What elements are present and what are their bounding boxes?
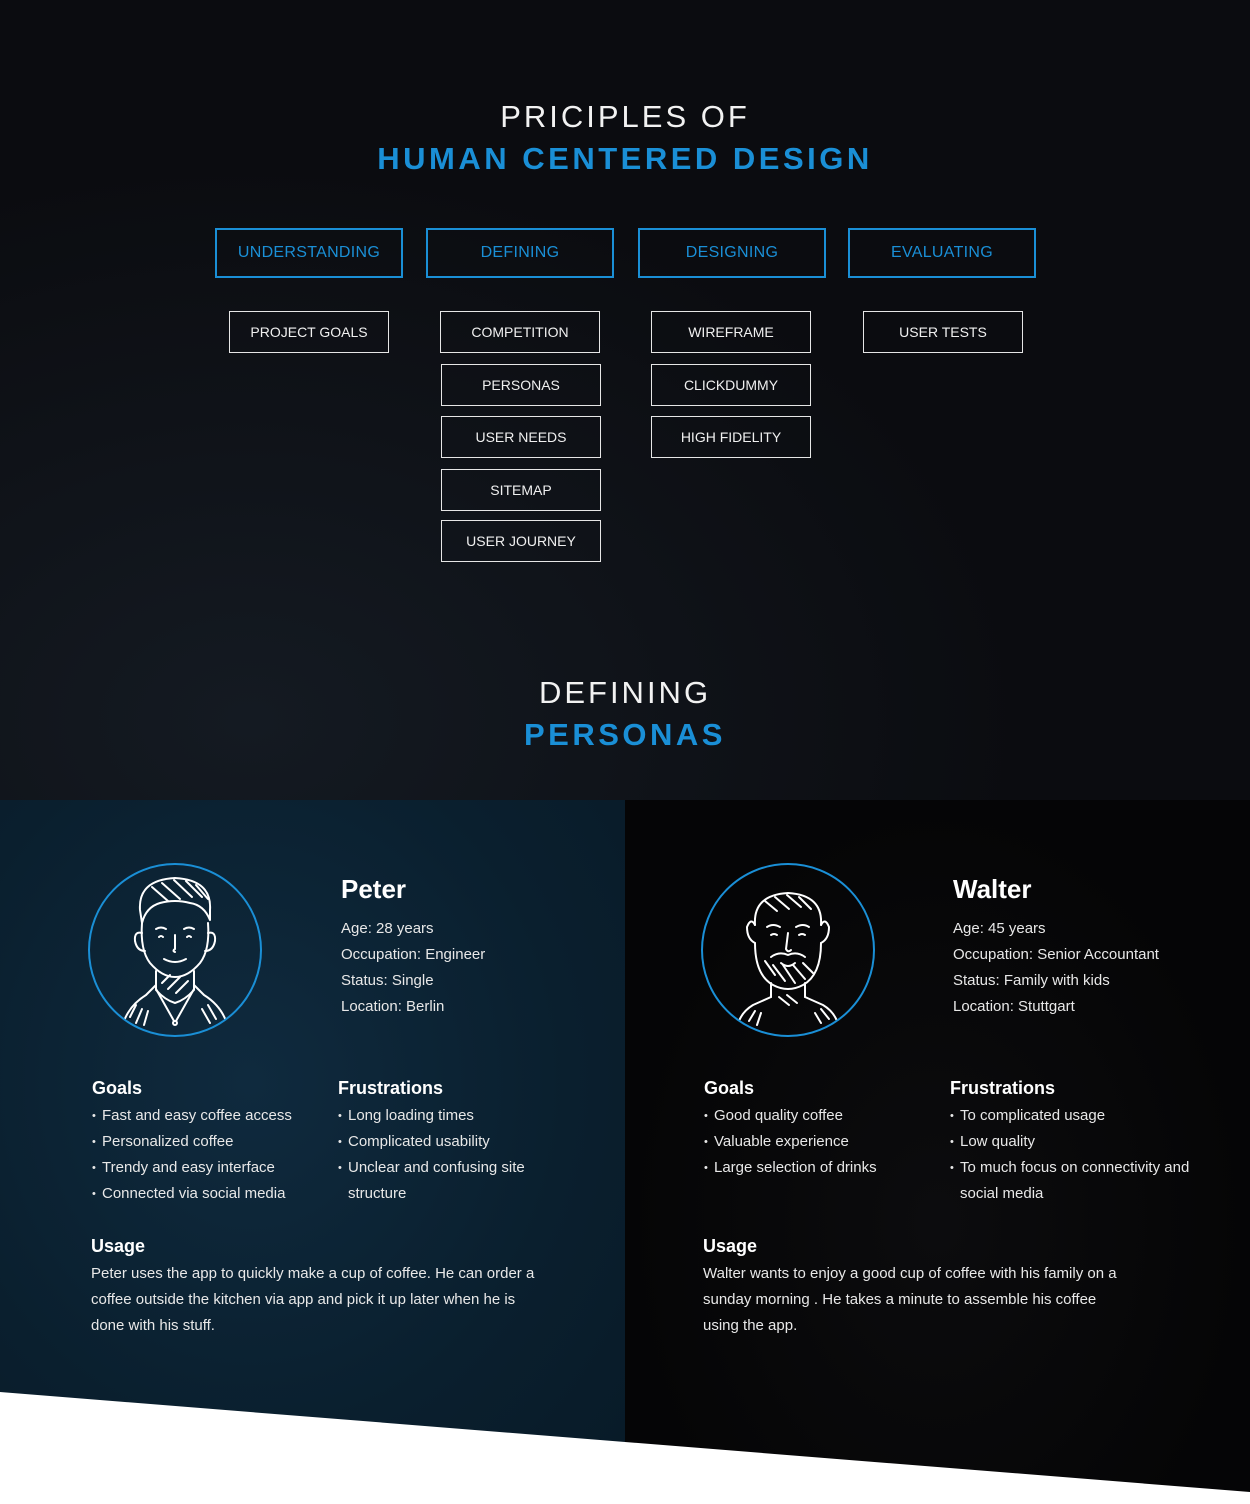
peter-frustrations-title: Frustrations: [338, 1078, 444, 1098]
list-item: • Low quality: [950, 1129, 1190, 1155]
principles-title-light: PRICIPLES OF: [500, 99, 750, 134]
walter-age: Age: 45 years: [953, 920, 1046, 937]
peter-goals-title: Goals: [92, 1078, 143, 1098]
peter-goals-list: [92, 1103, 332, 1207]
step-high-fidelity: HIGH FIDELITY: [651, 416, 811, 458]
walter-name: Walter: [953, 874, 1032, 904]
peter-name: Peter: [341, 874, 407, 904]
walter-goals-title: Goals: [704, 1078, 755, 1098]
walter-location: Location: Stuttgart: [953, 998, 1075, 1015]
list-item: • Good quality coffee: [704, 1103, 934, 1129]
step-user-needs: USER NEEDS: [441, 416, 601, 458]
list-item: • Large selection of drinks: [704, 1155, 934, 1181]
list-item: • Connected via social media: [92, 1181, 332, 1207]
walter-frustrations-list: [950, 1103, 1190, 1207]
bottom-diagonal-divider: [0, 1380, 1250, 1504]
bearded-man-avatar-icon: [703, 865, 873, 1035]
step-competition: COMPETITION: [440, 311, 600, 353]
walter-occupation: Occupation: Senior Accountant: [953, 946, 1159, 963]
principles-title-bold: HUMAN CENTERED DESIGN: [377, 141, 873, 176]
walter-info: [953, 916, 1159, 1020]
peter-frustrations-list: [338, 1103, 548, 1207]
step-personas: PERSONAS: [441, 364, 601, 406]
list-item: • Fast and easy coffee access: [92, 1103, 332, 1129]
list-item: • To complicated usage: [950, 1103, 1190, 1129]
phase-defining: DEFINING: [426, 228, 614, 278]
phase-evaluating: EVALUATING: [848, 228, 1036, 278]
personas-title-bold: PERSONAS: [524, 717, 726, 752]
walter-usage-text: Walter wants to enjoy a good cup of coffee with his family on a sunday morning . He takes a minute to assemble his coffee using the app.: [703, 1265, 1117, 1334]
man-avatar-icon: [90, 865, 260, 1035]
step-project-goals: PROJECT GOALS: [229, 311, 389, 353]
phase-understanding: UNDERSTANDING: [215, 228, 403, 278]
principles-heading: [0, 96, 1250, 180]
personas-heading: [0, 672, 1250, 756]
walter-goals-list: [704, 1103, 934, 1181]
list-item: • Personalized coffee: [92, 1129, 332, 1155]
peter-location: Location: Berlin: [341, 998, 445, 1015]
step-wireframe: WIREFRAME: [651, 311, 811, 353]
walter-avatar: [701, 863, 875, 1037]
step-clickdummy: CLICKDUMMY: [651, 364, 811, 406]
peter-info: [341, 916, 485, 1020]
personas-title-light: DEFINING: [538, 675, 712, 710]
peter-avatar: [88, 863, 262, 1037]
step-user-journey: USER JOURNEY: [441, 520, 601, 562]
peter-status: Status: Single: [341, 972, 434, 989]
step-user-tests: USER TESTS: [863, 311, 1023, 353]
list-item: • Complicated usability: [338, 1129, 548, 1155]
walter-frustrations-title: Frustrations: [950, 1078, 1056, 1098]
phase-designing: DESIGNING: [638, 228, 826, 278]
list-item: • Unclear and confusing site structure: [338, 1155, 548, 1207]
list-item: • Long loading times: [338, 1103, 548, 1129]
peter-age: Age: 28 years: [341, 920, 434, 937]
walter-usage-title: Usage: [703, 1236, 758, 1256]
peter-occupation: Occupation: Engineer: [341, 946, 486, 963]
list-item: • To much focus on connectivity and social media: [950, 1155, 1190, 1207]
list-item: • Trendy and easy interface: [92, 1155, 332, 1181]
step-sitemap: SITEMAP: [441, 469, 601, 511]
peter-usage-title: Usage: [91, 1236, 146, 1256]
peter-usage-text: Peter uses the app to quickly make a cup of coffee. He can order a coffee outside the kitchen via app and pick it up later when he is done with his stuff.: [91, 1265, 535, 1334]
walter-status: Status: Family with kids: [953, 972, 1110, 989]
list-item: • Valuable experience: [704, 1129, 934, 1155]
